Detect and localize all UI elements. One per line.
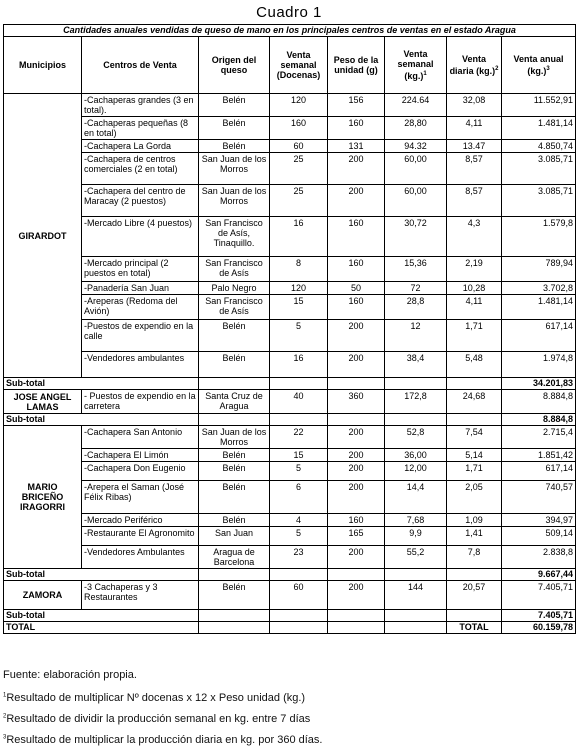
venta-diaria-cell: 1,41 bbox=[447, 527, 502, 546]
centro-cell: -Cachapera La Gorda bbox=[82, 140, 199, 153]
venta-anual-cell: 7.405,71 bbox=[502, 581, 576, 610]
venta-diaria-cell: 24,68 bbox=[447, 390, 502, 414]
docenas-cell: 15 bbox=[270, 449, 328, 462]
municipio-cell: GIRARDOT bbox=[4, 94, 82, 378]
empty-cell bbox=[199, 414, 270, 426]
docenas-cell: 22 bbox=[270, 426, 328, 449]
empty-cell bbox=[447, 569, 502, 581]
venta-semanal-cell: 12 bbox=[385, 320, 447, 352]
centro-cell: -Cachapera El Limón bbox=[82, 449, 199, 462]
origen-cell: Santa Cruz de Aragua bbox=[199, 390, 270, 414]
venta-diaria-cell: 4,11 bbox=[447, 117, 502, 140]
sales-table bbox=[3, 24, 576, 634]
centro-cell: - Puestos de expendio en la carretera bbox=[82, 390, 199, 414]
table-row bbox=[4, 320, 576, 352]
origen-cell: Belén bbox=[199, 581, 270, 610]
venta-diaria-cell: 1,71 bbox=[447, 320, 502, 352]
empty-cell bbox=[447, 378, 502, 390]
origen-cell: Belén bbox=[199, 94, 270, 117]
docenas-cell: 5 bbox=[270, 527, 328, 546]
table-caption: Cantidades anuales vendidas de queso de mano en los principales centros de ventas en el estado Aragua bbox=[4, 25, 576, 37]
venta-semanal-cell: 12,00 bbox=[385, 462, 447, 481]
venta-anual-cell: 2.715,4 bbox=[502, 426, 576, 449]
centro-cell: -Cachapera de centros comerciales (2 en total) bbox=[82, 153, 199, 185]
subtotal-label: Sub-total bbox=[4, 569, 199, 581]
origen-cell: San Francisco de Asís bbox=[199, 295, 270, 320]
table-row bbox=[4, 94, 576, 117]
venta-diaria-cell: 1,71 bbox=[447, 462, 502, 481]
peso-cell: 200 bbox=[328, 581, 385, 610]
table-heading: Cuadro 1 bbox=[256, 4, 322, 21]
empty-cell bbox=[199, 378, 270, 390]
centro-cell: -Mercado Periférico bbox=[82, 514, 199, 527]
venta-diaria-cell: 5,14 bbox=[447, 449, 502, 462]
origen-cell: Belén bbox=[199, 140, 270, 153]
peso-cell: 160 bbox=[328, 295, 385, 320]
venta-semanal-cell: 60,00 bbox=[385, 153, 447, 185]
venta-anual-cell: 2.838,8 bbox=[502, 546, 576, 569]
centro-cell: -Cachapera Don Eugenio bbox=[82, 462, 199, 481]
venta-semanal-cell: 172,8 bbox=[385, 390, 447, 414]
table-row bbox=[4, 527, 576, 546]
docenas-cell: 16 bbox=[270, 217, 328, 257]
municipio-cell: ZAMORA bbox=[4, 581, 82, 610]
peso-cell: 200 bbox=[328, 481, 385, 514]
venta-semanal-cell: 14,4 bbox=[385, 481, 447, 514]
subtotal-row bbox=[4, 569, 576, 581]
empty-cell bbox=[270, 414, 328, 426]
table-row bbox=[4, 481, 576, 514]
empty-cell bbox=[270, 378, 328, 390]
total-label-right: TOTAL bbox=[447, 622, 502, 634]
venta-semanal-cell: 60,00 bbox=[385, 185, 447, 217]
origen-cell: San Juan de los Morros bbox=[199, 185, 270, 217]
docenas-cell: 5 bbox=[270, 320, 328, 352]
centro-cell: -Puestos de expendio en la calle bbox=[82, 320, 199, 352]
centro-cell: -Cachapera del centro de Maracay (2 puestos) bbox=[82, 185, 199, 217]
peso-cell: 360 bbox=[328, 390, 385, 414]
empty-cell bbox=[270, 610, 328, 622]
venta-semanal-cell: 28,8 bbox=[385, 295, 447, 320]
subtotal-value: 8.884,8 bbox=[502, 414, 576, 426]
docenas-cell: 23 bbox=[270, 546, 328, 569]
venta-anual-cell: 3.085,71 bbox=[502, 185, 576, 217]
table-row bbox=[4, 462, 576, 481]
empty-cell bbox=[385, 378, 447, 390]
venta-semanal-cell: 144 bbox=[385, 581, 447, 610]
venta-diaria-cell: 8,57 bbox=[447, 185, 502, 217]
venta-anual-cell: 1.851,42 bbox=[502, 449, 576, 462]
subtotal-value: 9.667,44 bbox=[502, 569, 576, 581]
header-origen: Origen del queso bbox=[199, 37, 270, 94]
empty-cell bbox=[447, 610, 502, 622]
origen-cell: San Juan de los Morros bbox=[199, 153, 270, 185]
peso-cell: 200 bbox=[328, 462, 385, 481]
table-row bbox=[4, 581, 576, 610]
venta-diaria-cell: 4,11 bbox=[447, 295, 502, 320]
peso-cell: 160 bbox=[328, 217, 385, 257]
table-row bbox=[4, 295, 576, 320]
empty-cell bbox=[328, 378, 385, 390]
peso-cell: 50 bbox=[328, 282, 385, 295]
centro-cell: -Areperas (Redoma del Avión) bbox=[82, 295, 199, 320]
subtotal-label: Sub-total bbox=[4, 610, 199, 622]
footnote-2: $^2$Resultado de dividir la producción semanal en kg. entre 7 días bbox=[3, 713, 311, 725]
docenas-cell: 60 bbox=[270, 581, 328, 610]
table-row bbox=[4, 449, 576, 462]
venta-anual-cell: 11.552,91 bbox=[502, 94, 576, 117]
centro-cell: -Cachaperas grandes (3 en total). bbox=[82, 94, 199, 117]
venta-diaria-cell: 7,8 bbox=[447, 546, 502, 569]
centro-cell: -Vendedores ambulantes bbox=[82, 352, 199, 378]
docenas-cell: 5 bbox=[270, 462, 328, 481]
empty-cell bbox=[199, 622, 270, 634]
docenas-cell: 25 bbox=[270, 185, 328, 217]
docenas-cell: 120 bbox=[270, 282, 328, 295]
centro-cell: -Panadería San Juan bbox=[82, 282, 199, 295]
peso-cell: 156 bbox=[328, 94, 385, 117]
municipio-cell: JOSE ANGEL LAMAS bbox=[4, 390, 82, 414]
venta-anual-cell: 1.579,8 bbox=[502, 217, 576, 257]
header-municipios: Municipios bbox=[4, 37, 82, 94]
empty-cell bbox=[385, 622, 447, 634]
total-row bbox=[4, 622, 576, 634]
peso-cell: 200 bbox=[328, 449, 385, 462]
header-venta-anual: Venta anual $(kg.)^3$ bbox=[502, 37, 576, 94]
docenas-cell: 160 bbox=[270, 117, 328, 140]
table-row bbox=[4, 153, 576, 185]
empty-cell bbox=[328, 569, 385, 581]
peso-cell: 200 bbox=[328, 153, 385, 185]
centro-cell: -Restaurante El Agronomito bbox=[82, 527, 199, 546]
table-row bbox=[4, 185, 576, 217]
header-peso: Peso de la unidad (g) bbox=[328, 37, 385, 94]
venta-diaria-cell: 13.47 bbox=[447, 140, 502, 153]
total-value: 60.159,78 bbox=[502, 622, 576, 634]
peso-cell: 200 bbox=[328, 426, 385, 449]
peso-cell: 160 bbox=[328, 257, 385, 282]
origen-cell: Belén bbox=[199, 462, 270, 481]
venta-semanal-cell: 36,00 bbox=[385, 449, 447, 462]
empty-cell bbox=[328, 414, 385, 426]
venta-semanal-cell: 15,36 bbox=[385, 257, 447, 282]
header-venta-diaria: Venta diaria $(kg.)^2$ bbox=[447, 37, 502, 94]
peso-cell: 131 bbox=[328, 140, 385, 153]
empty-cell bbox=[447, 414, 502, 426]
venta-semanal-cell: 38,4 bbox=[385, 352, 447, 378]
venta-semanal-cell: 224.64 bbox=[385, 94, 447, 117]
venta-anual-cell: 509,14 bbox=[502, 527, 576, 546]
venta-semanal-cell: 55,2 bbox=[385, 546, 447, 569]
venta-anual-cell: 1.974,8 bbox=[502, 352, 576, 378]
empty-cell bbox=[385, 569, 447, 581]
origen-cell: San Juan bbox=[199, 527, 270, 546]
origen-cell: Belén bbox=[199, 117, 270, 140]
centro-cell: -Cachapera San Antonio bbox=[82, 426, 199, 449]
subtotal-value: 34.201,83 bbox=[502, 378, 576, 390]
peso-cell: 165 bbox=[328, 527, 385, 546]
peso-cell: 200 bbox=[328, 320, 385, 352]
docenas-cell: 8 bbox=[270, 257, 328, 282]
origen-cell: San Juan de los Morros bbox=[199, 426, 270, 449]
footnote-3: $^3$Resultado de multiplicar la producción diaria en kg. por 360 días. bbox=[3, 734, 323, 746]
origen-cell: San Francisco de Asís bbox=[199, 257, 270, 282]
origen-cell: Belén bbox=[199, 320, 270, 352]
peso-cell: 200 bbox=[328, 352, 385, 378]
origen-cell: Belén bbox=[199, 481, 270, 514]
docenas-cell: 25 bbox=[270, 153, 328, 185]
venta-semanal-cell: 7,68 bbox=[385, 514, 447, 527]
venta-diaria-cell: 4,3 bbox=[447, 217, 502, 257]
venta-diaria-cell: 5,48 bbox=[447, 352, 502, 378]
header-venta-semanal: Venta semanal $(kg.)^1$ bbox=[385, 37, 447, 94]
venta-diaria-cell: 20,57 bbox=[447, 581, 502, 610]
venta-semanal-cell: 28,80 bbox=[385, 117, 447, 140]
empty-cell bbox=[199, 569, 270, 581]
origen-cell: Belén bbox=[199, 514, 270, 527]
empty-cell bbox=[270, 569, 328, 581]
empty-cell bbox=[270, 622, 328, 634]
centro-cell: -Cachaperas pequeñas (8 en total) bbox=[82, 117, 199, 140]
venta-diaria-cell: 2,05 bbox=[447, 481, 502, 514]
empty-cell bbox=[385, 610, 447, 622]
subtotal-label: Sub-total bbox=[4, 414, 199, 426]
peso-cell: 200 bbox=[328, 546, 385, 569]
empty-cell bbox=[385, 414, 447, 426]
centro-cell: -Mercado principal (2 puestos en total) bbox=[82, 257, 199, 282]
centro-cell: -Vendedores Ambulantes bbox=[82, 546, 199, 569]
docenas-cell: 6 bbox=[270, 481, 328, 514]
venta-anual-cell: 617,14 bbox=[502, 462, 576, 481]
venta-semanal-cell: 72 bbox=[385, 282, 447, 295]
source-note: Fuente: elaboración propia. bbox=[3, 669, 137, 681]
table-row bbox=[4, 546, 576, 569]
venta-anual-cell: 394,97 bbox=[502, 514, 576, 527]
table-row bbox=[4, 514, 576, 527]
table-row bbox=[4, 117, 576, 140]
peso-cell: 160 bbox=[328, 514, 385, 527]
origen-cell: San Francisco de Asís, Tinaquillo. bbox=[199, 217, 270, 257]
table-row bbox=[4, 352, 576, 378]
venta-diaria-cell: 32,08 bbox=[447, 94, 502, 117]
table-row bbox=[4, 217, 576, 257]
subtotal-row bbox=[4, 414, 576, 426]
table-row bbox=[4, 257, 576, 282]
venta-semanal-cell: 9,9 bbox=[385, 527, 447, 546]
table-row bbox=[4, 426, 576, 449]
docenas-cell: 16 bbox=[270, 352, 328, 378]
header-venta-docenas: Venta semanal (Docenas) bbox=[270, 37, 328, 94]
venta-semanal-cell: 94.32 bbox=[385, 140, 447, 153]
venta-anual-cell: 789,94 bbox=[502, 257, 576, 282]
venta-anual-cell: 740,57 bbox=[502, 481, 576, 514]
table-row bbox=[4, 140, 576, 153]
origen-cell: Aragua de Barcelona bbox=[199, 546, 270, 569]
docenas-cell: 60 bbox=[270, 140, 328, 153]
centro-cell: -3 Cachaperas y 3 Restaurantes bbox=[82, 581, 199, 610]
centro-cell: -Arepera el Saman (José Félix Ribas) bbox=[82, 481, 199, 514]
docenas-cell: 40 bbox=[270, 390, 328, 414]
table-row bbox=[4, 390, 576, 414]
docenas-cell: 120 bbox=[270, 94, 328, 117]
venta-diaria-cell: 2,19 bbox=[447, 257, 502, 282]
empty-cell bbox=[199, 610, 270, 622]
origen-cell: Palo Negro bbox=[199, 282, 270, 295]
footnote-1: $^1$Resultado de multiplicar Nº docenas x 12 x Peso unidad (kg.) bbox=[3, 692, 306, 704]
venta-anual-cell: 3.085,71 bbox=[502, 153, 576, 185]
venta-anual-cell: 3.702,8 bbox=[502, 282, 576, 295]
empty-cell bbox=[328, 622, 385, 634]
venta-semanal-cell: 30,72 bbox=[385, 217, 447, 257]
docenas-cell: 4 bbox=[270, 514, 328, 527]
venta-anual-cell: 4.850,74 bbox=[502, 140, 576, 153]
subtotal-row bbox=[4, 610, 576, 622]
venta-diaria-cell: 1,09 bbox=[447, 514, 502, 527]
origen-cell: Belén bbox=[199, 352, 270, 378]
peso-cell: 160 bbox=[328, 117, 385, 140]
total-label: TOTAL bbox=[4, 622, 199, 634]
centro-cell: -Mercado Libre (4 puestos) bbox=[82, 217, 199, 257]
venta-semanal-cell: 52,8 bbox=[385, 426, 447, 449]
empty-cell bbox=[328, 610, 385, 622]
venta-diaria-cell: 10,28 bbox=[447, 282, 502, 295]
subtotal-label: Sub-total bbox=[4, 378, 199, 390]
municipio-cell: MARIO BRICEÑO IRAGORRI bbox=[4, 426, 82, 569]
header-centros: Centros de Venta bbox=[82, 37, 199, 94]
table-row bbox=[4, 282, 576, 295]
venta-diaria-cell: 7,54 bbox=[447, 426, 502, 449]
venta-anual-cell: 1.481,14 bbox=[502, 295, 576, 320]
origen-cell: Belén bbox=[199, 449, 270, 462]
subtotal-row bbox=[4, 378, 576, 390]
venta-diaria-cell: 8,57 bbox=[447, 153, 502, 185]
docenas-cell: 15 bbox=[270, 295, 328, 320]
venta-anual-cell: 617,14 bbox=[502, 320, 576, 352]
venta-anual-cell: 1.481,14 bbox=[502, 117, 576, 140]
subtotal-value: 7.405,71 bbox=[502, 610, 576, 622]
peso-cell: 200 bbox=[328, 185, 385, 217]
venta-anual-cell: 8.884,8 bbox=[502, 390, 576, 414]
